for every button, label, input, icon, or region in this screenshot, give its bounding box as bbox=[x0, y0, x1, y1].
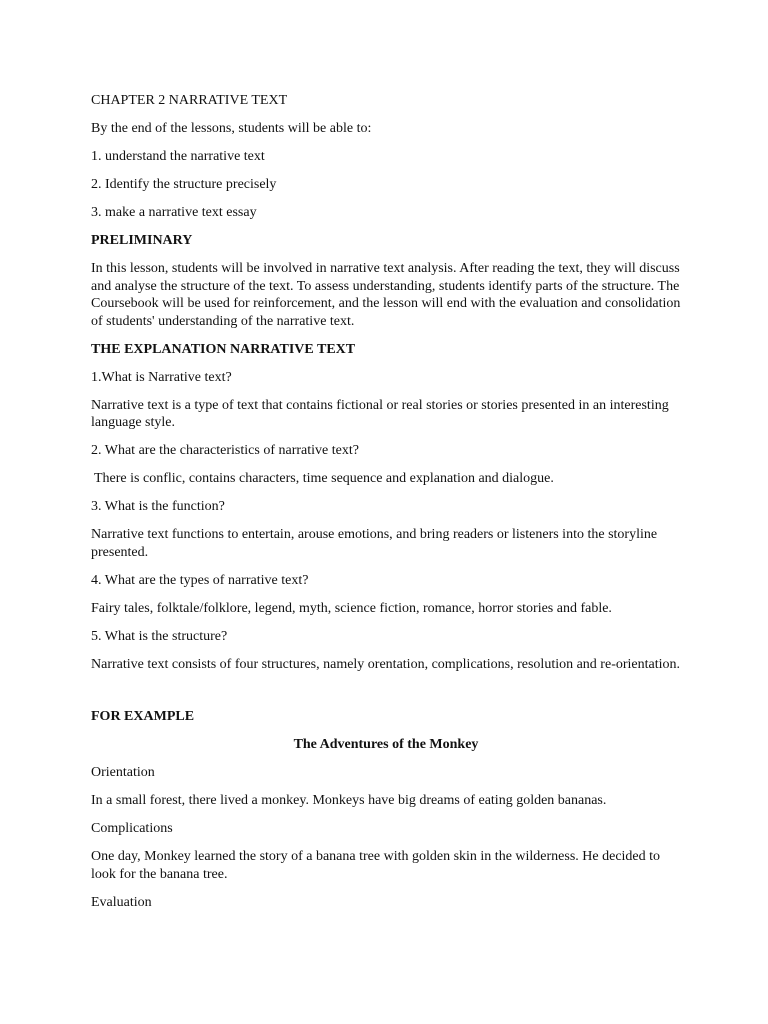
answer-3: Narrative text functions to entertain, arouse emotions, and bring readers or listeners into the storyline presented. bbox=[91, 527, 658, 560]
complications-text: One day, Monkey learned the story of a banana tree with golden skin in the wilderness. He decided to look for the banana tree. bbox=[91, 849, 661, 882]
orientation-text: In a small forest, there lived a monkey. Monkeys have big dreams of eating golden bananas. bbox=[91, 793, 607, 808]
question-3: 3. What is the function? bbox=[91, 499, 225, 514]
question-4: 4. What are the types of narrative text? bbox=[91, 572, 309, 588]
objective-item: 1. understand the narrative text bbox=[91, 149, 265, 164]
example-heading: FOR EXAMPLE bbox=[91, 709, 195, 724]
objective-item: 2. Identify the structure precisely bbox=[91, 177, 277, 192]
blank-line bbox=[91, 684, 681, 709]
preliminary-paragraph: In this lesson, students will be involved in narrative text analysis. After reading the text, they will discuss and analyse the structure of the text. To assess understanding, students identify parts of the structure. The Coursebook will be used for reinforcement, and the lesson will end with the evaluation and consolidation of students' understanding of the narrative text. bbox=[91, 261, 681, 329]
explanation-heading: THE EXPLANATION NARRATIVE TEXT bbox=[91, 341, 356, 357]
objective-item: 3. make a narrative text essay bbox=[91, 205, 257, 220]
answer-1: Narrative text is a type of text that contains fictional or real stories or stories presented in an interesting language style. bbox=[91, 397, 669, 430]
objectives-intro: By the end of the lessons, students will be able to: bbox=[91, 121, 372, 136]
evaluation-label: Evaluation bbox=[91, 894, 152, 910]
question-5: 5. What is the structure? bbox=[91, 628, 228, 644]
question-2: 2. What are the characteristics of narrative text? bbox=[91, 443, 359, 458]
answer-2: There is conflic, contains characters, time sequence and explanation and dialogue. bbox=[94, 471, 554, 486]
question-1: 1.What is Narrative text? bbox=[91, 369, 232, 385]
complications-label: Complications bbox=[91, 821, 173, 836]
orientation-label: Orientation bbox=[91, 765, 155, 780]
preliminary-heading: PRELIMINARY bbox=[91, 233, 193, 248]
story-title: The Adventures of the Monkey bbox=[293, 737, 479, 752]
answer-5: Narrative text consists of four structures, namely orentation, complications, resolution and re-orientation. bbox=[91, 656, 680, 672]
answer-4: Fairy tales, folktale/folklore, legend, myth, science fiction, romance, horror stories and fable. bbox=[91, 600, 612, 616]
document-body bbox=[91, 92, 681, 922]
chapter-title: CHAPTER 2 NARRATIVE TEXT bbox=[91, 93, 288, 108]
